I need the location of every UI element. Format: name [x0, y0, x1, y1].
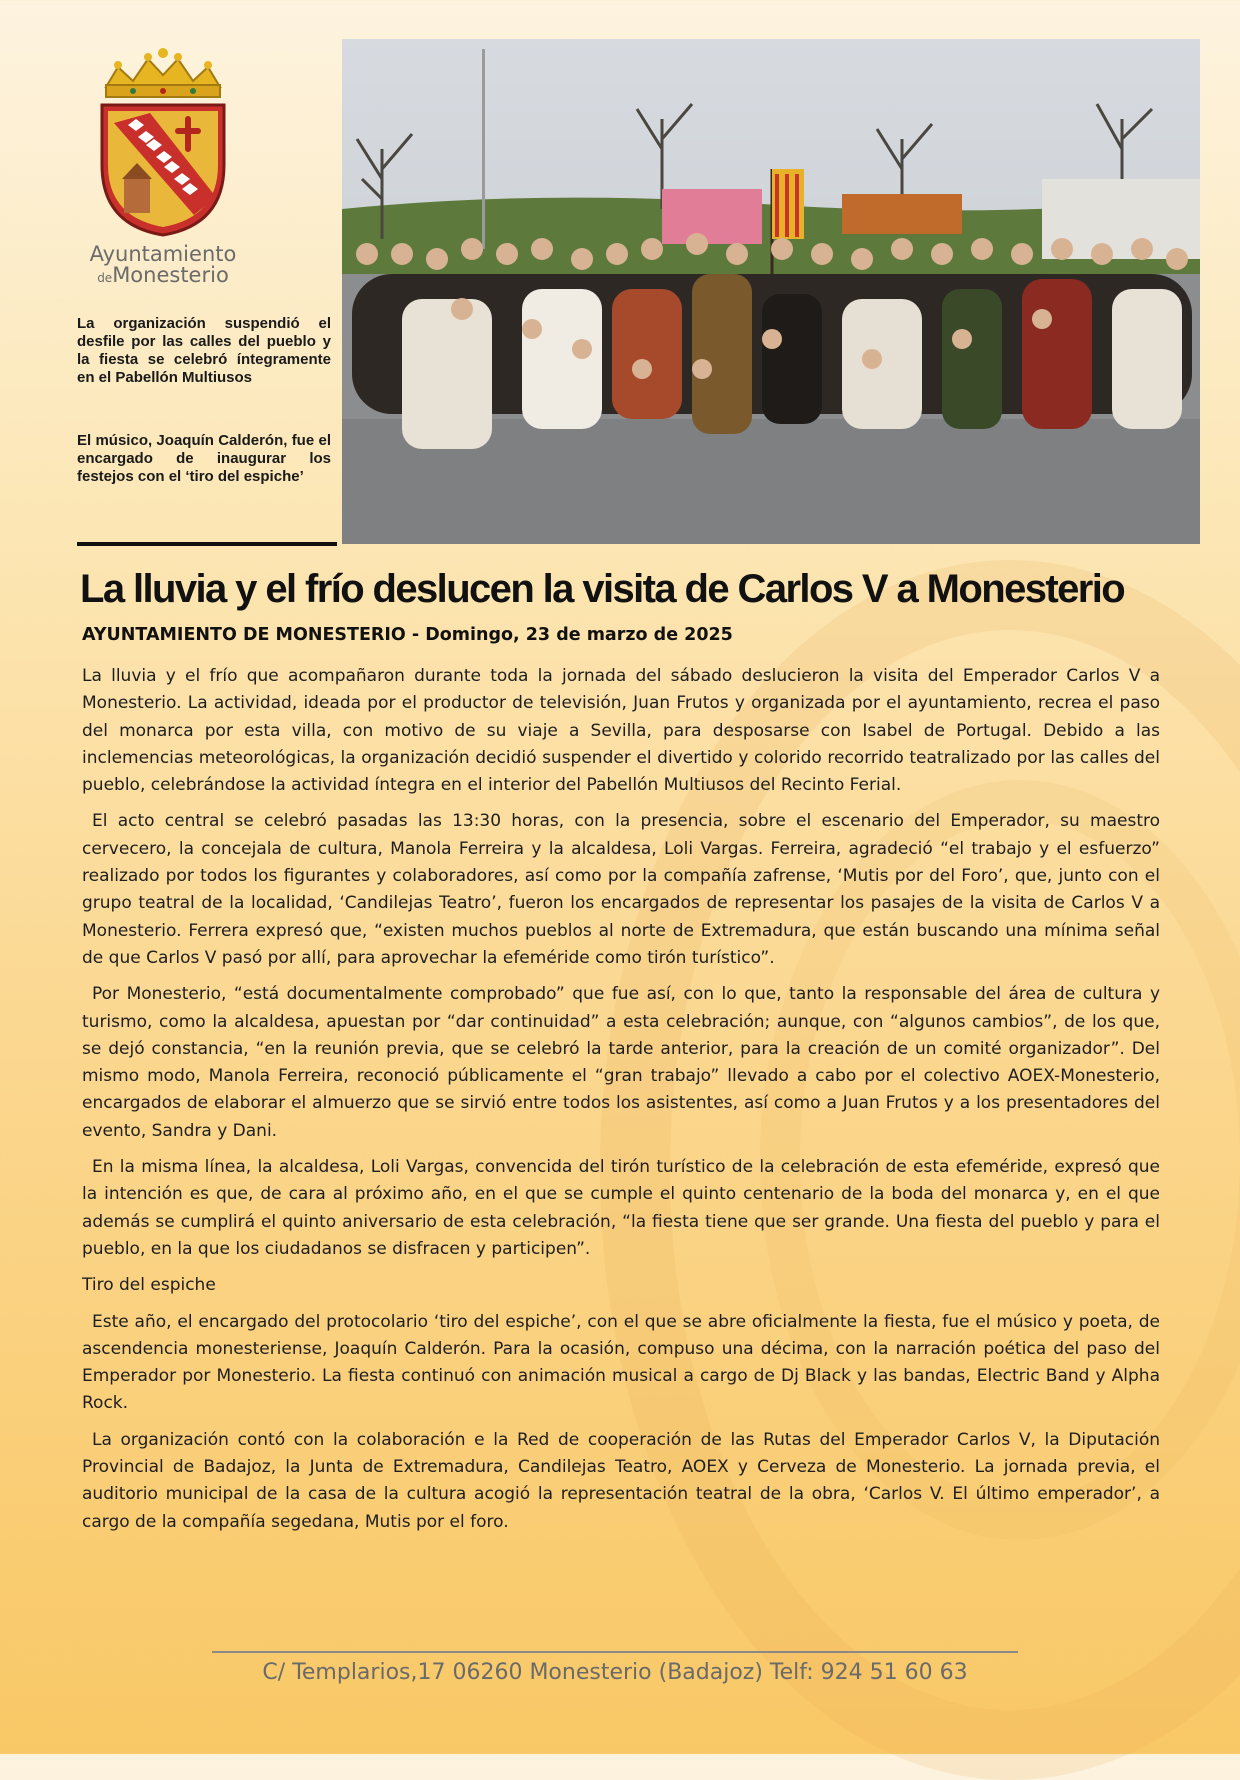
- group-photo-image: [342, 39, 1200, 544]
- logo-text-ayuntamiento: Ayuntamiento: [89, 242, 237, 266]
- article-byline: AYUNTAMIENTO DE MONESTERIO - Domingo, 23 de marzo de 2025: [82, 625, 733, 645]
- caption-divider: [77, 542, 337, 546]
- municipal-logo: [88, 45, 238, 285]
- subheading-tiro-del-espiche: Tiro del espiche: [82, 1275, 216, 1296]
- footer-address: C/ Templarios,17 06260 Monesterio (Badajoz) Telf: 924 51 60 63: [262, 1660, 968, 1685]
- paragraph-4: En la misma línea, la alcaldesa, Loli Vargas, convencida del tirón turístico de la celebración de esta efeméride, expresó que la intención es que, de cara al próximo año, en el que se cumple el quinto centenario de la boda del monarca y, en el que además se cumplirá el quinto aniversario de esta celebración, “la fiesta tiene que ser grande. Una fiesta del pueblo y para el pueblo, en la que los ciudadanos se disfracen y participen”.: [82, 1157, 1160, 1259]
- group-photo: [342, 39, 1200, 544]
- photo-captions: [77, 315, 331, 486]
- paragraph-6: La organización contó con la colaboración e la Red de cooperación de las Rutas del Emperador Carlos V, la Diputación Provincial de Badajoz, la Junta de Extremadura, Candilejas Teatro, AOEX y Cerveza de Monesterio. La jornada previa, el auditorio municipal de la casa de la cultura acogió la representación teatral de la obra, ‘Carlos V. El último emperador’, a cargo de la compañía segedana, Mutis por el foro.: [82, 1429, 1160, 1532]
- logo-text-monesterio: deMonesterio: [97, 263, 229, 287]
- caption-2: El músico, Joaquín Calderón, fue el encargado de inaugurar los festejos con el ‘tiro del espiche’: [77, 432, 331, 485]
- article-body: [82, 663, 1160, 1545]
- article-headline: La lluvia y el frío deslucen la visita de Carlos V a Monesterio: [80, 567, 1125, 611]
- paragraph-2: El acto central se celebró pasadas las 13:30 horas, con la presencia, sobre el escenario del Emperador, su maestro cervecero, la concejala de cultura, Manola Ferreira y la alcaldesa, Loli Vargas. Ferreira, agradeció “el trabajo y el esfuerzo” realizado por todos los figurantes y colaboradores, así como por la compañía zafrense, ‘Mutis por del Foro’, que, junto con el grupo teatral de la localidad, ‘Candilejas Teatro’, fueron los encargados de representar los pasajes de la visita de Carlos V a Monesterio. Ferrera expresó que, “existen muchos pueblos al norte de Extremadura, que están buscando una mínima señal de que Carlos V pasó por allí, para aprovechar la efeméride como tirón turístico”.: [82, 811, 1160, 968]
- footer-divider: [212, 1651, 1018, 1653]
- paragraph-1: La lluvia y el frío que acompañaron durante toda la jornada del sábado deslucieron la visita del Emperador Carlos V a Monesterio. La actividad, ideada por el productor de televisión, Juan Frutos y organizada por el ayuntamiento, recrea el paso del monarca por esta villa, con motivo de su viaje a Sevilla, para desposarse con Isabel de Portugal. Debido a las inclemencias meteorológicas, la organización decidió suspender el divertido y colorido recorrido teatralizado por las calles del pueblo, celebrándose la actividad íntegra en el interior del Pabellón Multiusos del Recinto Ferial.: [82, 666, 1160, 796]
- caption-1: La organización suspendió el desfile por las calles del pueblo y la fiesta se celebró íntegramente en el Pabellón Multiusos: [77, 315, 331, 386]
- paragraph-5: Este año, el encargado del protocolario ‘tiro del espiche’, con el que se abre oficialmente la fiesta, fue el músico y poeta, de ascendencia monesteriense, Joaquín Calderón. Para la ocasión, compuso una décima, con la narración poética del paso del Emperador por Monesterio. La fiesta continuó con animación musical a cargo de Dj Black y las bandas, Electric Band y Alpha Rock.: [82, 1311, 1160, 1414]
- paragraph-3: Por Monesterio, “está documentalmente comprobado” que fue así, con lo que, tanto la responsable del área de cultura y turismo, como la alcaldesa, apuestan por “dar continuidad” a esta celebración; aunque, con “algunos cambios”, de los que, se dejó constancia, “en la reunión previa, que se celebró la tarde anterior, para la creación de un comité organizador”. Del mismo modo, Manola Ferreira, reconoció públicamente el “gran trabajo” llevado a cabo por el colectivo AOEX-Monesterio, encargados de elaborar el almuerzo que se sirvió entre todos los asistentes, así como a Juan Frutos y a los presentadores del evento, Sandra y Dani.: [82, 984, 1160, 1141]
- coat-of-arms-icon: [88, 45, 238, 245]
